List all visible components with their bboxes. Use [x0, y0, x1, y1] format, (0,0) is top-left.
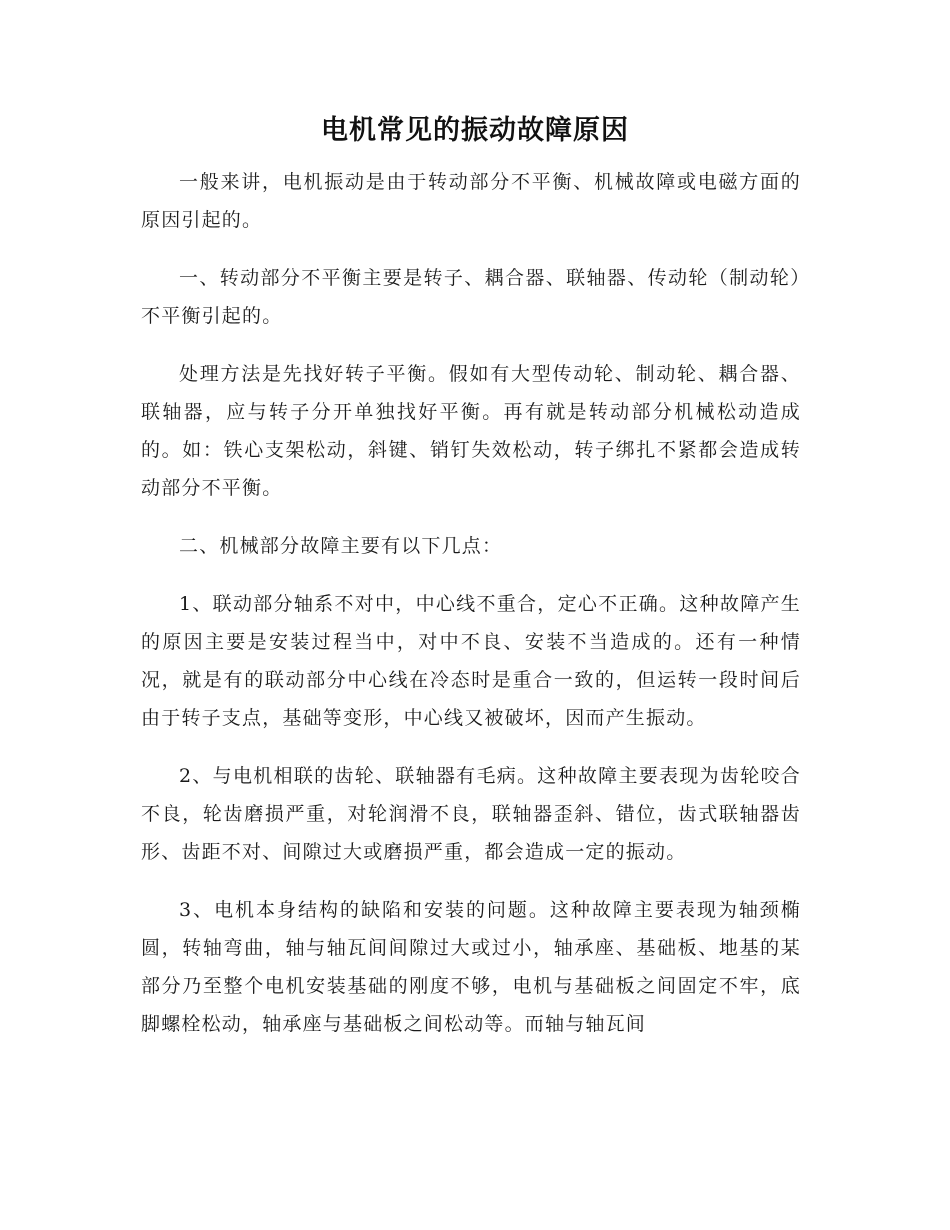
paragraph-item-3: 3、电机本身结构的缺陷和安装的问题。这种故障主要表现为轴颈椭圆，转轴弯曲，轴与轴瓦间间隙过大或过小，轴承座、基础板、地基的某部分乃至整个电机安装基础的刚度不够，电机与基础板之间固定不牢，底脚螺栓松动，轴承座与基础板之间松动等。而轴与轴瓦间: [141, 899, 801, 1035]
paragraph-intro: 一般来讲，电机振动是由于转动部分不平衡、机械故障或电磁方面的原因引起的。: [141, 171, 801, 231]
paragraph-section-1: 一、转动部分不平衡主要是转子、耦合器、联轴器、传动轮（制动轮）不平衡引起的。: [141, 267, 801, 327]
paragraph-solution: 处理方法是先找好转子平衡。假如有大型传动轮、制动轮、耦合器、联轴器，应与转子分开单独找好平衡。再有就是转动部分机械松动造成的。如：铁心支架松动，斜键、销钉失效松动，转子绑扎不紧都会造成转动部分不平衡。: [141, 363, 801, 499]
paragraph-item-1: 1、联动部分轴系不对中，中心线不重合，定心不正确。这种故障产生的原因主要是安装过程当中，对中不良、安装不当造成的。还有一种情况，就是有的联动部分中心线在冷态时是重合一致的，但运转一段时间后由于转子支点，基础等变形，中心线又被破坏，因而产生振动。: [141, 593, 801, 729]
paragraph-section-2: 二、机械部分故障主要有以下几点：: [179, 535, 503, 557]
document-body: [141, 163, 801, 1063]
document-title: 电机常见的振动故障原因: [321, 115, 629, 146]
paragraph-item-2: 2、与电机相联的齿轮、联轴器有毛病。这种故障主要表现为齿轮咬合不良，轮齿磨损严重，对轮润滑不良，联轴器歪斜、错位，齿式联轴器齿形、齿距不对、间隙过大或磨损严重，都会造成一定的振动。: [141, 765, 801, 863]
